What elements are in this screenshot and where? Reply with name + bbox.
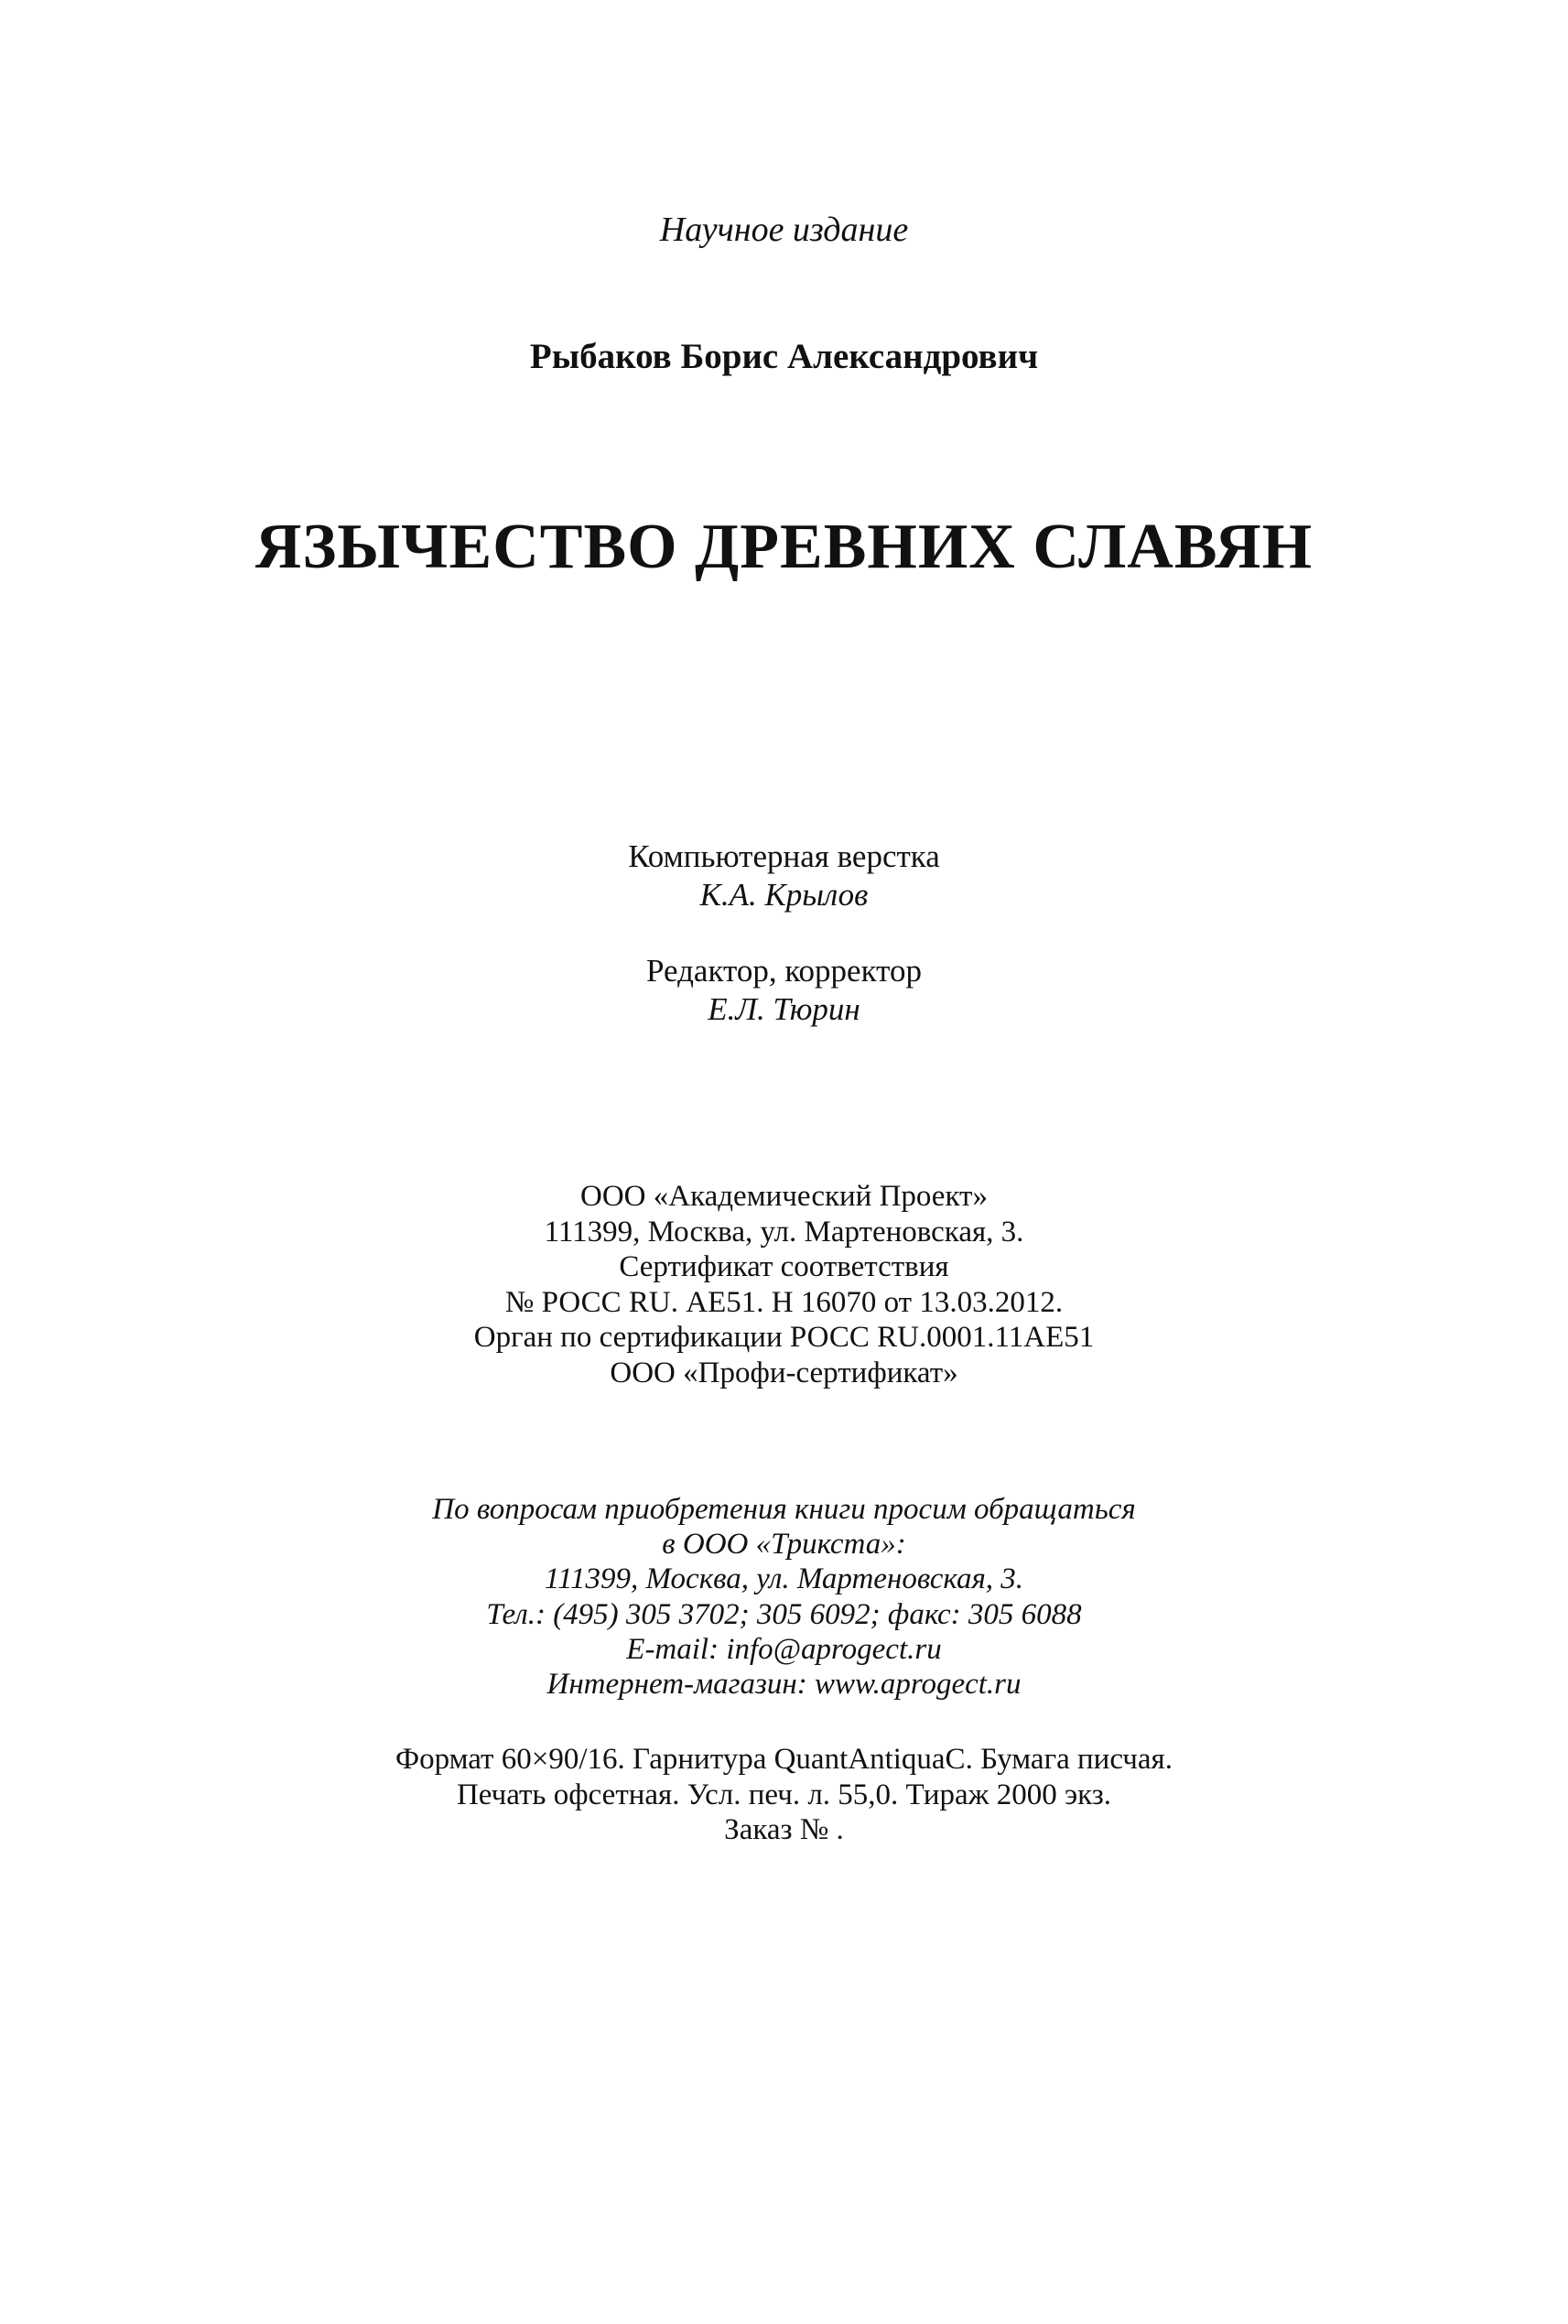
- publisher-info: [0, 1179, 1568, 1390]
- purchase-line: По вопросам приобретения книги просим обращаться: [432, 1493, 1136, 1526]
- author-name: Рыбаков Борис Александрович: [529, 337, 1039, 376]
- credit-editor-name: Е.Л. Тюрин: [708, 991, 860, 1027]
- credit-layout-role: Компьютерная верстка: [628, 838, 940, 874]
- credit-layout-name: К.А. Крылов: [699, 877, 869, 913]
- publisher-line: № РОСС RU. АЕ51. Н 16070 от 13.03.2012.: [504, 1285, 1064, 1319]
- purchase-line: 111399, Москва, ул. Мартеновская, 3.: [544, 1562, 1024, 1596]
- purchase-line: в ООО «Трикста»:: [662, 1528, 906, 1562]
- purchase-line: Тел.: (495) 305 3702; 305 6092; факс: 305 6088: [486, 1597, 1082, 1631]
- purchase-email: E-mail: info@aprogect.ru: [626, 1632, 942, 1666]
- book-title: ЯЗЫЧЕСТВО ДРЕВНИХ СЛАВЯН: [254, 512, 1314, 582]
- publisher-line: ООО «Профи-сертификат»: [610, 1356, 958, 1389]
- edition-type: Научное издание: [659, 211, 909, 249]
- purchase-webshop: Интернет-магазин: www.aprogect.ru: [546, 1668, 1022, 1702]
- purchase-info: [0, 1492, 1568, 1702]
- format-line: Печать офсетная. Усл. печ. л. 55,0. Тираж 2000 экз.: [456, 1778, 1112, 1811]
- print-format: [0, 1742, 1568, 1848]
- order-number: Заказ № .: [724, 1813, 844, 1846]
- format-line: Формат 60×90/16. Гарнитура QuantAntiquaC. Бумага писчая.: [395, 1743, 1173, 1776]
- publisher-line: Орган по сертификации РОСС RU.0001.11АЕ51: [473, 1321, 1095, 1354]
- credit-editor-role: Редактор, корректор: [646, 953, 922, 989]
- publisher-line: 111399, Москва, ул. Мартеновская, 3.: [544, 1215, 1024, 1248]
- publisher-line: Сертификат соответствия: [619, 1250, 949, 1283]
- publisher-line: ООО «Академический Проект»: [580, 1180, 988, 1213]
